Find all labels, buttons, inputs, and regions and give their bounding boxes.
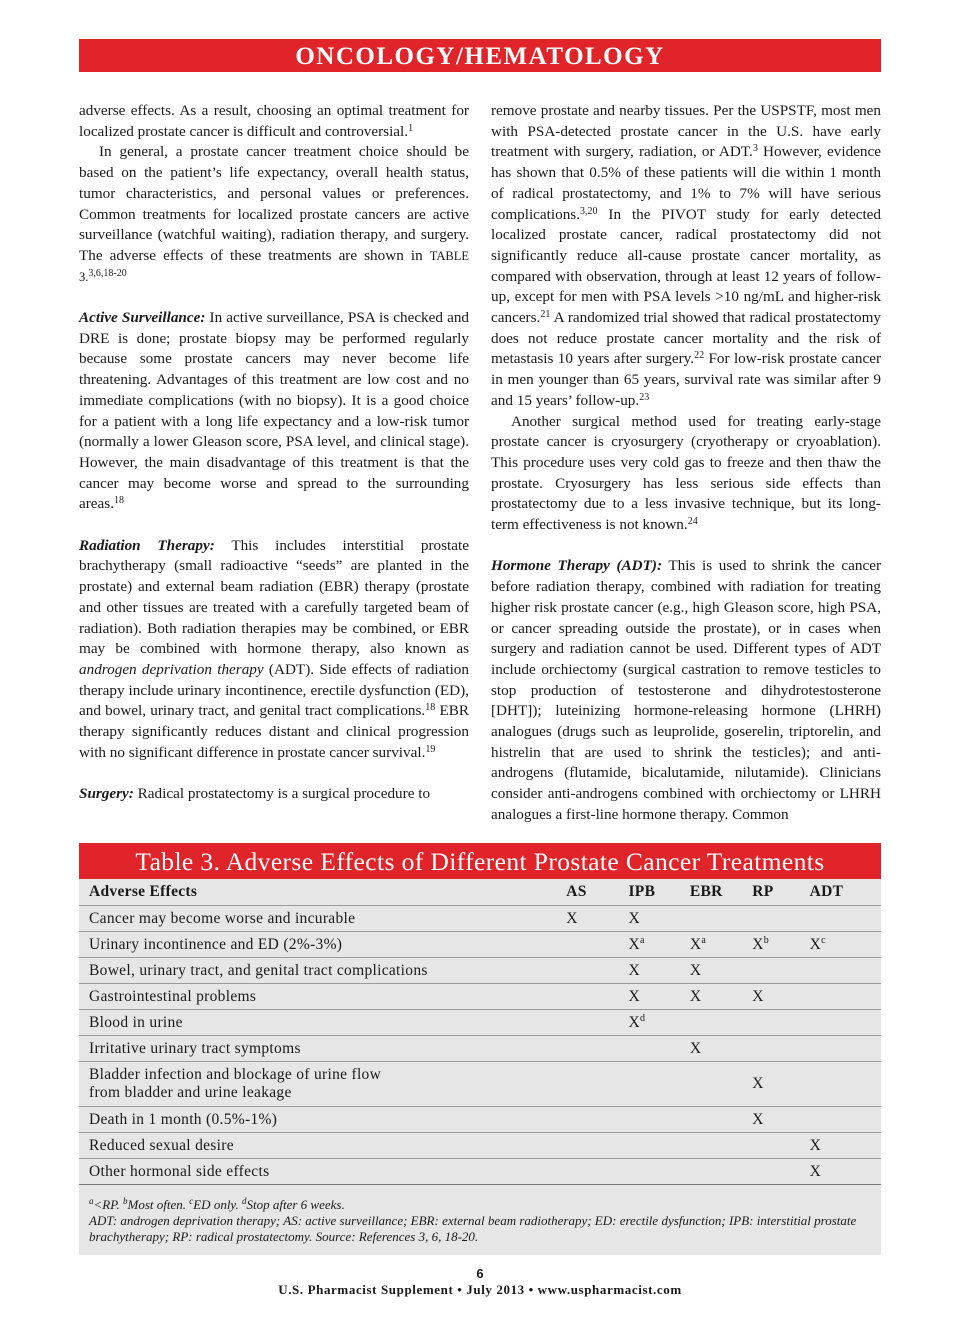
table-row [79, 1133, 881, 1159]
table-row [79, 984, 881, 1010]
paragraph: In general, a prostate cancer treatment choice should be based on the patient’s life expectancy, overall health status, tumor characteristics, and personal values or preferences. Common treatments for localized prostate cancers are active surveillance (watchful waiting), radiation therapy, and surgery. The adverse effects of these treatments are shown in TABLE 3.$^{3,6,18-20}$ [79, 143, 469, 284]
table-header-row [79, 879, 881, 906]
adt-cell [810, 1010, 881, 1036]
footnote-abbreviations: ADT: androgen deprivation therapy; AS: active surveillance; EBR: external beam radiotherapy; ED: erectile dysfunction; IPB: interstitial prostate brachytherapy; RP: radical prostatectomy. Source: References 3, 6, 18-20. [89, 1213, 857, 1244]
effect-cell: Gastrointestinal problems [79, 984, 566, 1010]
table-row [79, 958, 881, 984]
rp-cell [752, 1159, 809, 1185]
rp-cell: X [752, 1107, 809, 1133]
as-cell [566, 932, 628, 958]
ebr-cell: $X^a$ [690, 932, 752, 958]
table-row [79, 932, 881, 958]
ipb-cell [628, 1062, 689, 1107]
adt-cell [810, 984, 881, 1010]
ipb-cell: X [628, 958, 689, 984]
as-cell [566, 1107, 628, 1133]
effect-cell: Bladder infection and blockage of urine flow from bladder and urine leakage [79, 1062, 566, 1107]
effect-cell: Urinary incontinence and ED (2%-3%) [79, 932, 566, 958]
adt-cell: X [810, 1133, 881, 1159]
rp-cell [752, 906, 809, 932]
left-column [79, 101, 469, 805]
rp-cell [752, 1010, 809, 1036]
effect-cell: Irritative urinary tract symptoms [79, 1036, 566, 1062]
as-cell [566, 984, 628, 1010]
ebr-cell: X [690, 958, 752, 984]
as-cell [566, 1010, 628, 1036]
rp-cell: X [752, 984, 809, 1010]
as-cell: X [566, 906, 628, 932]
effect-cell: Death in 1 month (0.5%-1%) [79, 1107, 566, 1133]
as-cell [566, 1133, 628, 1159]
ebr-cell [690, 1107, 752, 1133]
ebr-cell [690, 1159, 752, 1185]
ebr-cell [690, 1133, 752, 1159]
as-cell [566, 958, 628, 984]
radiation-therapy-section: Radiation Therapy: This includes interstitial prostate brachytherapy (small radioactive “seeds” are planted in the prostate) and external beam radiation (EBR) therapy (prostate and other tissues are treated with a carefully targeted beam of radiation). Both radiation therapies may be combined, or EBR may be combined with hormone therapy, also known as androgen deprivation therapy (ADT). Side effects of radiation therapy include urinary incontinence, erectile dysfunction (ED), and bowel, urinary tract, and genital tract complications.$^{18}$ EBR therapy significantly reduces distant and clinical progression with no significant difference in prostate cancer survival.$^{19}$ [79, 536, 469, 761]
effect-cell: Other hormonal side effects [79, 1159, 566, 1185]
table-3 [79, 843, 881, 1255]
rp-cell [752, 958, 809, 984]
column-header: RP [752, 879, 809, 906]
page-footer: U.S. Pharmacist Supplement • July 2013 • www.uspharmacist.com [278, 1282, 682, 1297]
column-header: AS [566, 879, 628, 906]
column-header: ADT [810, 879, 881, 906]
right-column [491, 101, 881, 826]
ipb-cell: $X^a$ [628, 932, 689, 958]
ipb-cell [628, 1036, 689, 1062]
ipb-cell: X [628, 984, 689, 1010]
hormone-therapy-section: Hormone Therapy (ADT): This is used to shrink the cancer before radiation therapy, combined with radiation for treating higher risk prostate cancer (e.g., high Gleason score, high PSA, or cancer spreading outside the prostate), or in cases when surgery and radiation cannot be used. Different types of ADT include orchiectomy (surgical castration to remove testicles to stop production of testosterone and dihydrotestosterone [DHT]); luteinizing hormone-releasing hormone (LHRH) analogues (drugs such as leuprolide, goserelin, triptorelin, and histrelin that are used to shrink the testicles); and anti-androgens (flutamide, bicalutamide, nilutamide). Clinicians consider anti-androgens combined with orchiectomy or LHRH analogues a first-line hormone therapy. Common [491, 557, 882, 823]
adt-cell [810, 1107, 881, 1133]
footnote-markers: $^a$<RP. $^b$Most often. $^c$ED only. $^d$Stop after 6 weeks. [89, 1196, 345, 1212]
effect-cell: Blood in urine [79, 1010, 566, 1036]
table-footnote [89, 1197, 869, 1245]
rp-cell [752, 1036, 809, 1062]
table-row [79, 1036, 881, 1062]
paragraph: remove prostate and nearby tissues. Per the USPSTF, most men with PSA-detected prostate cancer in the U.S. have early treatment with surgery, radiation, or ADT.$^3$ However, evidence has shown that 0.5% of these patients will die within 1 month of radical prostatectomy, and 1% to 7% will have serious complications.$^{3,20}$ In the PIVOT study for early detected localized prostate cancer, radical prostatectomy did not significantly reduce all-cause prostate cancer mortality, as compared with observation, through at least 12 years of follow-up, except for men with PSA levels >10 ng/mL and higher-risk cancers.$^{21}$ A randomized trial showed that radical prostatectomy does not reduce prostate cancer mortality and the risk of metastasis 10 years after surgery.$^{22}$ For low-risk prostate cancer in men younger than 65 years, survival rate was similar after 9 and 15 years’ follow-up.$^{23}$ [491, 102, 882, 409]
adt-cell [810, 906, 881, 932]
adt-cell [810, 1062, 881, 1107]
rp-cell: X [752, 1062, 809, 1107]
paragraph: Another surgical method used for treating early-stage prostate cancer is cryosurgery (cryotherapy or cryoablation). This procedure uses very cold gas to freeze and then thaw the prostate. Cryosurgery has less serious side effects than prostatectomy due to a less invasive technique, but its long-term effectiveness is not known.$^{24}$ [491, 412, 881, 534]
surgery-section: Surgery: Radical prostatectomy is a surgical procedure to [79, 785, 431, 803]
ebr-cell: X [690, 984, 752, 1010]
active-surveillance-section: Active Surveillance: In active surveillance, PSA is checked and DRE is done; prostate biopsy may be performed regularly because some prostate cancers may never become life threatening. Advantages of this treatment are low cost and no immediate complications (with no biopsy). It is a good choice for a patient with a long life expectancy and a low-risk tumor (normally a lower Gleason score, PSA level, and clinical stage). However, the main disadvantage of this treatment is that the cancer may become worse and spread to the surrounding areas.$^{18}$ [79, 309, 470, 513]
ebr-cell: X [690, 1036, 752, 1062]
section-header: ONCOLOGY/HEMATOLOGY [79, 39, 881, 72]
table-reference: TABLE 3. [79, 248, 469, 284]
effect-cell: Cancer may become worse and incurable [79, 906, 566, 932]
ebr-cell [690, 1062, 752, 1107]
paragraph: adverse effects. As a result, choosing an optimal treatment for localized prostate cancer is difficult and controversial.$^1$ [79, 102, 469, 140]
page-number: 6 [476, 1266, 484, 1281]
adt-cell [810, 958, 881, 984]
column-header: IPB [628, 879, 689, 906]
table-row [79, 1159, 881, 1185]
column-header: EBR [690, 879, 752, 906]
effect-cell: Reduced sexual desire [79, 1133, 566, 1159]
ipb-cell [628, 1133, 689, 1159]
ipb-cell: X [628, 906, 689, 932]
ipb-cell [628, 1107, 689, 1133]
table-row [79, 1107, 881, 1133]
adverse-effects-table [79, 879, 881, 1185]
rp-cell: $X^b$ [752, 932, 809, 958]
effect-cell: Bowel, urinary tract, and genital tract complications [79, 958, 566, 984]
column-header: Adverse Effects [79, 879, 566, 906]
table-row [79, 1062, 881, 1107]
as-cell [566, 1159, 628, 1185]
ipb-cell: $X^d$ [628, 1010, 689, 1036]
as-cell [566, 1062, 628, 1107]
ebr-cell [690, 906, 752, 932]
adt-cell: $X^c$ [810, 932, 881, 958]
table-row [79, 906, 881, 932]
as-cell [566, 1036, 628, 1062]
table-row [79, 1010, 881, 1036]
adt-cell: X [810, 1159, 881, 1185]
ipb-cell [628, 1159, 689, 1185]
ebr-cell [690, 1010, 752, 1036]
adt-cell [810, 1036, 881, 1062]
table-title: Table 3. Adverse Effects of Different Prostate Cancer Treatments [79, 843, 881, 879]
rp-cell [752, 1133, 809, 1159]
